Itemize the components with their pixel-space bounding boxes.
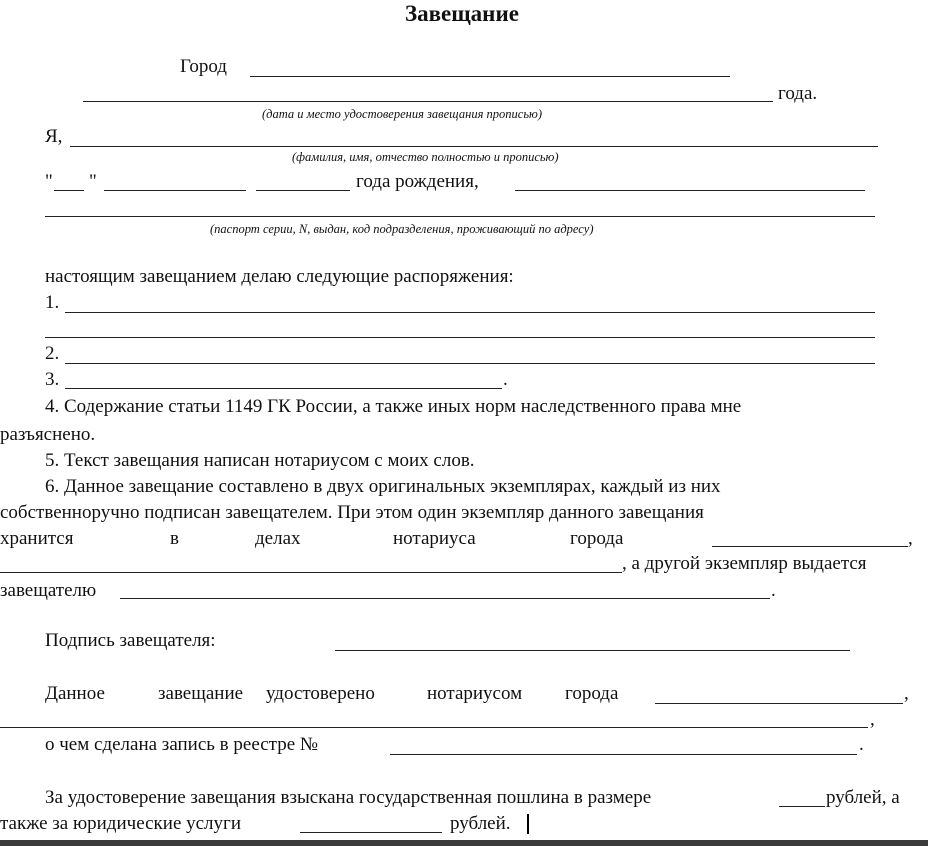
- fee-line-2-tail: рублей.: [450, 813, 511, 834]
- paragraph-4-line-2: разъяснено.: [0, 424, 96, 445]
- paragraph-4-line-1: 4. Содержание статьи 1149 ГК России, а также иных норм наследственного права мне: [45, 396, 742, 417]
- notary-word-2: завещание: [158, 683, 244, 704]
- city-blank-line: [250, 76, 730, 77]
- dob-month-blank: [104, 190, 246, 191]
- dob-quote-close: ": [89, 171, 97, 192]
- paragraph-6-line-5: завещателю: [0, 580, 97, 601]
- fee-line-2: также за юридические услуги: [0, 813, 241, 834]
- paragraph-6-word-city: города: [570, 528, 624, 549]
- passport-blank-line: [45, 216, 875, 217]
- registry-tail: .: [859, 734, 864, 755]
- notary-comma: ,: [904, 683, 909, 704]
- notary-city-blank: [655, 703, 903, 704]
- city-label: Город: [180, 56, 227, 77]
- item-3-blank-line: [65, 388, 502, 389]
- paragraph-5: 5. Текст завещания написан нотариусом с моих слов.: [45, 450, 475, 471]
- item-2-blank-line: [65, 363, 875, 364]
- dob-place-blank: [515, 190, 865, 191]
- fee-services-blank: [300, 832, 442, 833]
- item-2-number: 2.: [45, 343, 60, 364]
- signature-blank-line: [335, 650, 850, 651]
- paragraph-6-testator-blank: [120, 598, 770, 599]
- paragraph-6-word-stored: хранится: [0, 528, 74, 549]
- paragraph-6-line-4-tail: , а другой экземпляр выдается: [622, 553, 867, 574]
- date-place-caption: (дата и место удостоверения завещания прописью): [262, 107, 542, 121]
- paragraph-6-notary-blank: [0, 572, 622, 573]
- fio-caption: (фамилия, имя, отчество полностью и прописью): [292, 150, 559, 164]
- registry-number-blank: [390, 754, 857, 755]
- date-place-blank-line: [83, 101, 773, 102]
- paragraph-6-line-5-tail: .: [771, 580, 776, 601]
- item-3-tail: .: [503, 369, 508, 390]
- notary-word-3: удостоверено: [266, 683, 375, 704]
- document-title: Завещание: [405, 1, 519, 26]
- item-1-blank-line: [65, 312, 875, 313]
- i-label: Я,: [45, 126, 63, 147]
- item-3-number: 3.: [45, 369, 60, 390]
- notary-word-1: Данное: [45, 683, 105, 704]
- intro-text: настоящим завещанием делаю следующие распоряжения:: [45, 266, 514, 287]
- notary-name-blank-line: [0, 727, 868, 728]
- bottom-bar: [0, 840, 928, 846]
- item-1-number: 1.: [45, 292, 60, 313]
- paragraph-6-city-blank: [712, 546, 908, 547]
- fee-line-1-tail: рублей, а: [826, 787, 900, 808]
- text-cursor: [527, 814, 529, 834]
- dob-day-blank: [54, 190, 84, 191]
- signature-label: Подпись завещателя:: [45, 630, 216, 651]
- paragraph-6-comma: ,: [908, 528, 913, 549]
- fio-blank-line: [70, 146, 878, 147]
- year-suffix: года.: [778, 83, 818, 104]
- notary-word-5: города: [565, 683, 619, 704]
- paragraph-6-word-affairs: делах: [255, 528, 301, 549]
- paragraph-6-line-2: собственноручно подписан завещателем. При этом один экземпляр данного завещания: [0, 502, 704, 523]
- paragraph-6-word-in: в: [170, 528, 179, 549]
- paragraph-6-word-notary: нотариуса: [393, 528, 476, 549]
- fee-line-1: За удостоверение завещания взыскана государственная пошлина в размере: [45, 787, 652, 808]
- dob-label: года рождения,: [356, 171, 479, 192]
- notary-line-2-tail: ,: [870, 709, 875, 730]
- notary-word-4: нотариусом: [427, 683, 523, 704]
- dob-quote-open: ": [45, 171, 53, 192]
- paragraph-6-line-1: 6. Данное завещание составлено в двух оригинальных экземплярах, каждый из них: [45, 476, 721, 497]
- fee-duty-blank: [779, 806, 825, 807]
- registry-text: о чем сделана запись в реестре №: [45, 734, 319, 755]
- item-1-blank-line-2: [45, 337, 875, 338]
- passport-caption: (паспорт серии, N, выдан, код подразделения, проживающий по адресу): [210, 222, 594, 236]
- dob-year-blank: [256, 190, 350, 191]
